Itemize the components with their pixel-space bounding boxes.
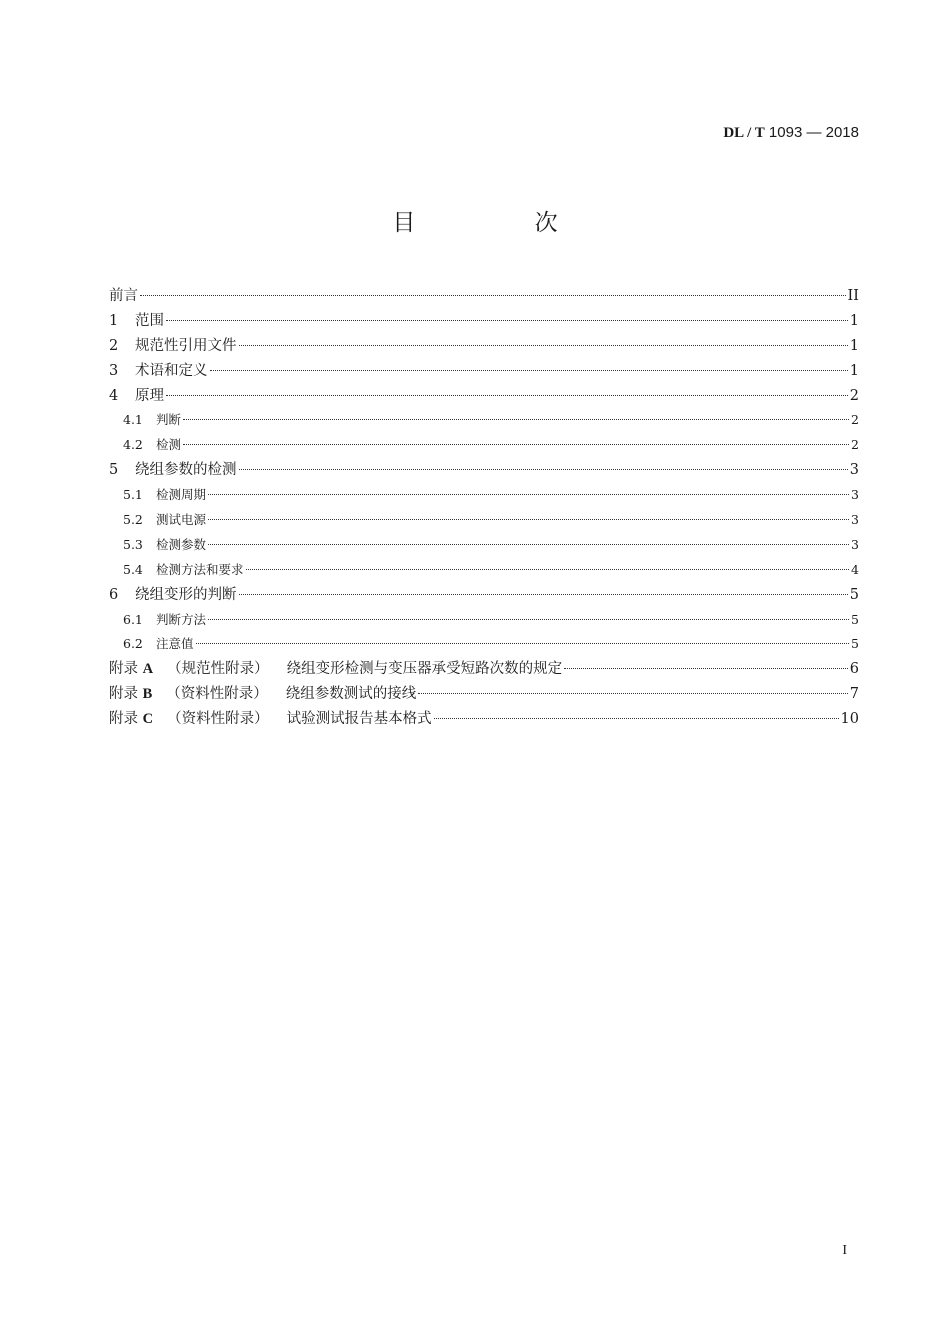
toc-entry-title: 判断: [156, 412, 182, 428]
appendix-prefix: 附录: [109, 711, 138, 728]
appendix-page: 7: [849, 686, 859, 703]
page-number: I: [842, 1243, 847, 1258]
toc-entry-page: 5: [851, 611, 859, 627]
toc-entry-page: 1: [849, 362, 859, 379]
dot-leader: [208, 494, 849, 495]
appendix-prefix: 附录: [109, 661, 138, 678]
toc-entry[interactable]: [109, 483, 859, 508]
toc-entry-title: 绕组变形的判断: [135, 586, 237, 603]
appendix-letter: C: [142, 711, 154, 728]
dot-leader: [208, 544, 849, 545]
toc-entry-number: 4: [109, 387, 119, 404]
standard-code: [723, 124, 859, 142]
appendix-title: 绕组参数测试的接线: [285, 686, 417, 703]
toc-entry-page: 5: [851, 636, 859, 652]
appendix-letter: A: [142, 661, 154, 678]
toc-entry-page: 2: [851, 412, 859, 428]
toc-entry[interactable]: [109, 359, 859, 384]
toc-entry-number: 6: [109, 586, 119, 603]
appendix-entry[interactable]: [109, 707, 859, 732]
table-of-contents: [109, 284, 859, 732]
appendix-page: 10: [840, 711, 859, 728]
dot-leader: [239, 594, 848, 595]
appendix-page: 6: [849, 661, 859, 678]
appendix-entry[interactable]: [109, 682, 859, 707]
toc-entry[interactable]: [109, 408, 859, 433]
standard-code-number: 1093 — 2018: [768, 124, 859, 141]
dot-leader: [208, 519, 849, 520]
toc-entry-page: 4: [851, 561, 859, 577]
toc-entry[interactable]: [109, 384, 859, 409]
toc-entry[interactable]: [109, 284, 859, 309]
toc-entry-page: 5: [849, 586, 859, 603]
dot-leader: [196, 643, 850, 644]
toc-entry-page: 2: [849, 387, 859, 404]
toc-entry-title: 检测参数: [156, 536, 207, 552]
toc-entry[interactable]: [109, 508, 859, 533]
toc-entry-page: 3: [851, 512, 859, 528]
toc-entry[interactable]: [109, 608, 859, 633]
appendix-prefix: 附录: [109, 686, 138, 703]
toc-entry-title: 术语和定义: [135, 362, 208, 379]
toc-entry-title: 范围: [135, 312, 164, 329]
dot-leader: [246, 569, 850, 570]
toc-entry-number: 5: [109, 462, 119, 479]
dot-leader: [210, 370, 848, 371]
appendix-kind: （资料性附录）: [166, 686, 268, 703]
toc-entry-page: 3: [851, 487, 859, 503]
toc-entry-number: 3: [109, 362, 119, 379]
toc-entry-page: 1: [849, 337, 859, 354]
toc-entry-title: 注意值: [156, 636, 194, 652]
toc-entry[interactable]: [109, 334, 859, 359]
appendix-title: 绕组变形检测与变压器承受短路次数的规定: [286, 661, 563, 678]
toc-entry[interactable]: [109, 433, 859, 458]
toc-entry-number: 5.2: [123, 512, 143, 528]
dot-leader: [183, 444, 849, 445]
toc-entry[interactable]: [109, 558, 859, 583]
appendix-label: [109, 682, 152, 707]
toc-entry-title: 绕组参数的检测: [135, 462, 237, 479]
appendix-kind: （规范性附录）: [167, 661, 269, 678]
toc-entry-title: 检测: [156, 437, 182, 453]
dot-leader: [564, 668, 848, 669]
toc-entry[interactable]: [109, 458, 859, 483]
toc-entry-title: 前言: [109, 288, 138, 304]
appendix-entry[interactable]: [109, 657, 859, 682]
standard-code-prefix: DL / T: [723, 125, 765, 141]
toc-entry-page: 1: [849, 312, 859, 329]
toc-entry-page: 3: [849, 462, 859, 479]
dot-leader: [183, 419, 849, 420]
toc-entry-number: 2: [109, 337, 119, 354]
toc-entry-title: 原理: [135, 387, 164, 404]
appendix-letter: B: [142, 686, 153, 703]
toc-entry-number: 5.3: [123, 536, 143, 552]
dot-leader: [166, 320, 848, 321]
toc-entry-page: 2: [851, 437, 859, 453]
toc-entry-number: 1: [109, 312, 119, 329]
toc-entry-title: 判断方法: [156, 611, 207, 627]
toc-entry-title: 检测方法和要求: [156, 561, 244, 577]
toc-entry-page: 3: [851, 536, 859, 552]
toc-entry-page: II: [847, 288, 859, 304]
dot-leader: [239, 345, 848, 346]
appendix-title: 试验测试报告基本格式: [286, 711, 432, 728]
toc-entry[interactable]: [109, 583, 859, 608]
toc-entry[interactable]: [109, 533, 859, 558]
dot-leader: [166, 395, 848, 396]
toc-entry-title: 测试电源: [156, 512, 207, 528]
toc-entry-number: 6.1: [123, 611, 143, 627]
dot-leader: [418, 693, 847, 694]
toc-entry-number: 6.2: [123, 636, 143, 652]
dot-leader: [140, 295, 846, 296]
page-title: 目 次: [392, 210, 614, 236]
toc-entry-number: 5.1: [123, 487, 143, 503]
appendix-label: [109, 657, 153, 682]
toc-entry-title: 检测周期: [156, 487, 207, 503]
toc-entry[interactable]: [109, 632, 859, 657]
toc-entry-number: 4.2: [123, 437, 143, 453]
appendix-kind: （资料性附录）: [167, 711, 269, 728]
appendix-label: [109, 707, 153, 732]
dot-leader: [208, 619, 849, 620]
toc-entry-title: 规范性引用文件: [135, 337, 237, 354]
dot-leader: [239, 469, 848, 470]
toc-entry-number: 5.4: [123, 561, 143, 577]
dot-leader: [434, 718, 839, 719]
toc-entry[interactable]: [109, 309, 859, 334]
toc-entry-number: 4.1: [123, 412, 143, 428]
